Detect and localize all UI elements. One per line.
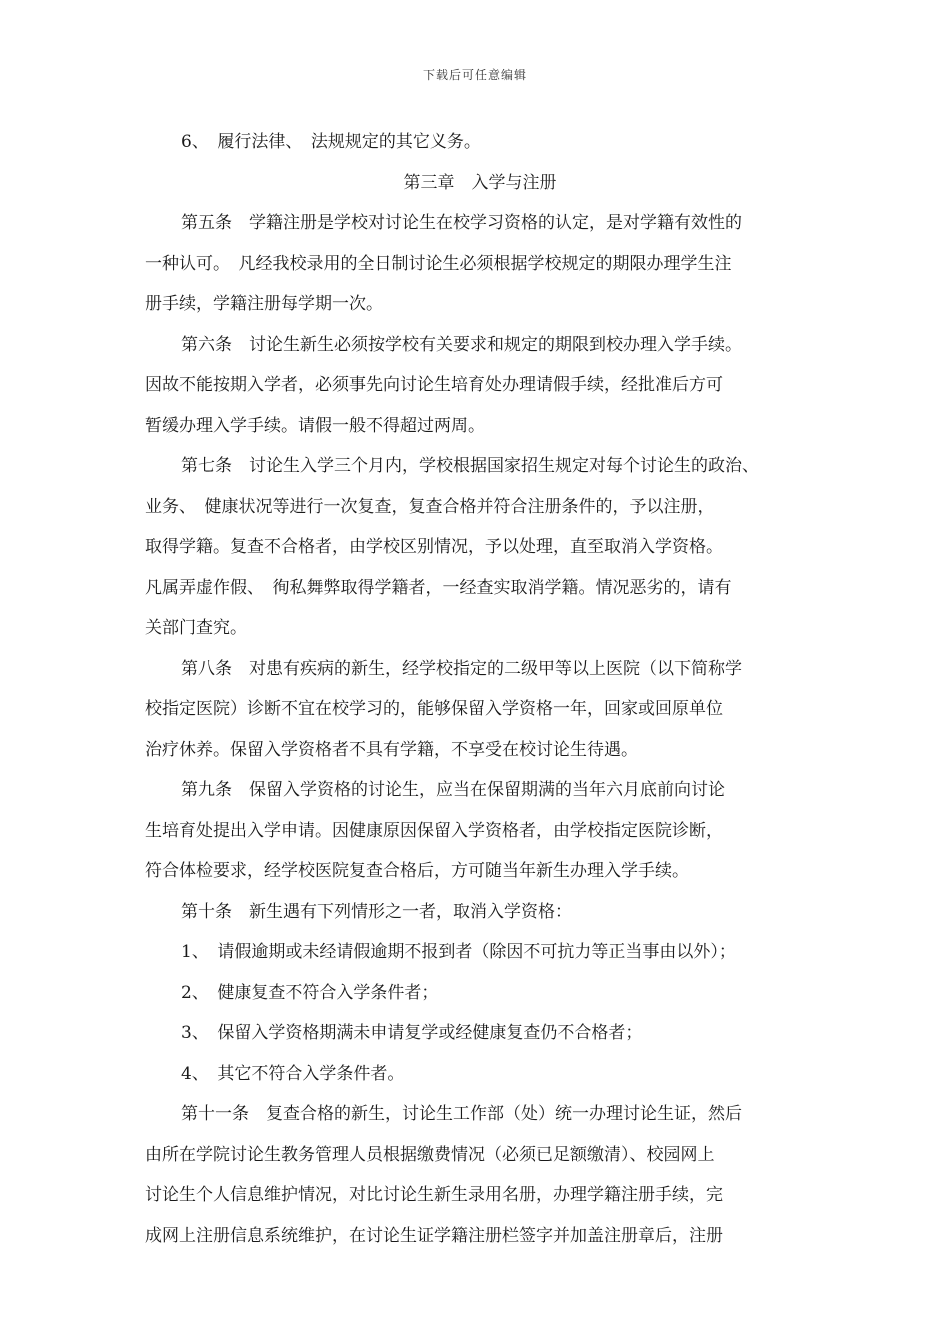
text-line: 生培育处提出入学申请。因健康原因保留入学资格者，由学校指定医院诊断， <box>145 820 723 841</box>
text-line: 凡属弄虚作假、 徇私舞弊取得学籍者，一经查实取消学籍。情况恶劣的，请有 <box>145 577 732 598</box>
text-line: 一种认可。 凡经我校录用的全日制讨论生必须根据学校规定的期限办理学生注 <box>145 253 732 274</box>
text-line: 关部门查究。 <box>145 618 247 638</box>
chapter-heading: 第三章 入学与注册 <box>403 172 557 193</box>
page-header: 下载后可任意编辑 <box>422 68 527 82</box>
text-line: 2、 健康复查不符合入学条件者； <box>181 982 439 1003</box>
text-line: 第五条 学籍注册是学校对讨论生在校学习资格的认定，是对学籍有效性的 <box>181 213 742 233</box>
text-line: 1、 请假逾期或未经请假逾期不报到者（除因不可抗力等正当事由以外）； <box>181 942 736 962</box>
text-line: 校指定医院）诊断不宜在校学习的，能够保留入学资格一年，回家或回原单位 <box>145 699 723 719</box>
text-line: 成网上注册信息系统维护，在讨论生证学籍注册栏签字并加盖注册章后，注册 <box>145 1225 723 1246</box>
text-line: 册手续，学籍注册每学期一次。 <box>145 294 383 314</box>
text-line: 第十条 新生遇有下列情形之一者，取消入学资格： <box>181 901 572 922</box>
text-line: 取得学籍。复查不合格者，由学校区别情况，予以处理，直至取消入学资格。 <box>145 537 723 557</box>
text-line: 讨论生个人信息维护情况，对比讨论生新生录用名册，办理学籍注册手续，完 <box>145 1185 723 1205</box>
text-line: 符合体检要求，经学校医院复查合格后，方可随当年新生办理入学手续。 <box>145 861 689 881</box>
document-body <box>145 122 815 1256</box>
text-line: 第九条 保留入学资格的讨论生，应当在保留期满的当年六月底前向讨论 <box>181 780 725 800</box>
text-line: 业务、 健康状况等进行一次复查，复查合格并符合注册条件的，予以注册， <box>145 496 715 517</box>
text-line: 6、 履行法律、 法规规定的其它义务。 <box>181 132 481 152</box>
text-line: 4、 其它不符合入学条件者。 <box>181 1063 405 1084</box>
text-line: 暂缓办理入学手续。请假一般不得超过两周。 <box>145 415 485 436</box>
text-line: 治疗休养。保留入学资格者不具有学籍，不享受在校讨论生待遇。 <box>145 739 638 760</box>
text-line: 第六条 讨论生新生必须按学校有关要求和规定的期限到校办理入学手续。 <box>181 334 742 355</box>
text-line: 第十一条 复查合格的新生，讨论生工作部（处）统一办理讨论生证，然后 <box>181 1104 742 1124</box>
text-line: 因故不能按期入学者，必须事先向讨论生培育处办理请假手续，经批准后方可 <box>145 375 723 395</box>
text-line: 第七条 讨论生入学三个月内，学校根据国家招生规定对每个讨论生的政治、 <box>181 456 759 476</box>
text-line: 由所在学院讨论生教务管理人员根据缴费情况（必须已足额缴清）、校园网上 <box>145 1144 715 1165</box>
text-line: 第八条 对患有疾病的新生，经学校指定的二级甲等以上医院（以下简称学 <box>181 658 742 679</box>
text-line: 3、 保留入学资格期满未申请复学或经健康复查仍不合格者； <box>181 1023 643 1043</box>
